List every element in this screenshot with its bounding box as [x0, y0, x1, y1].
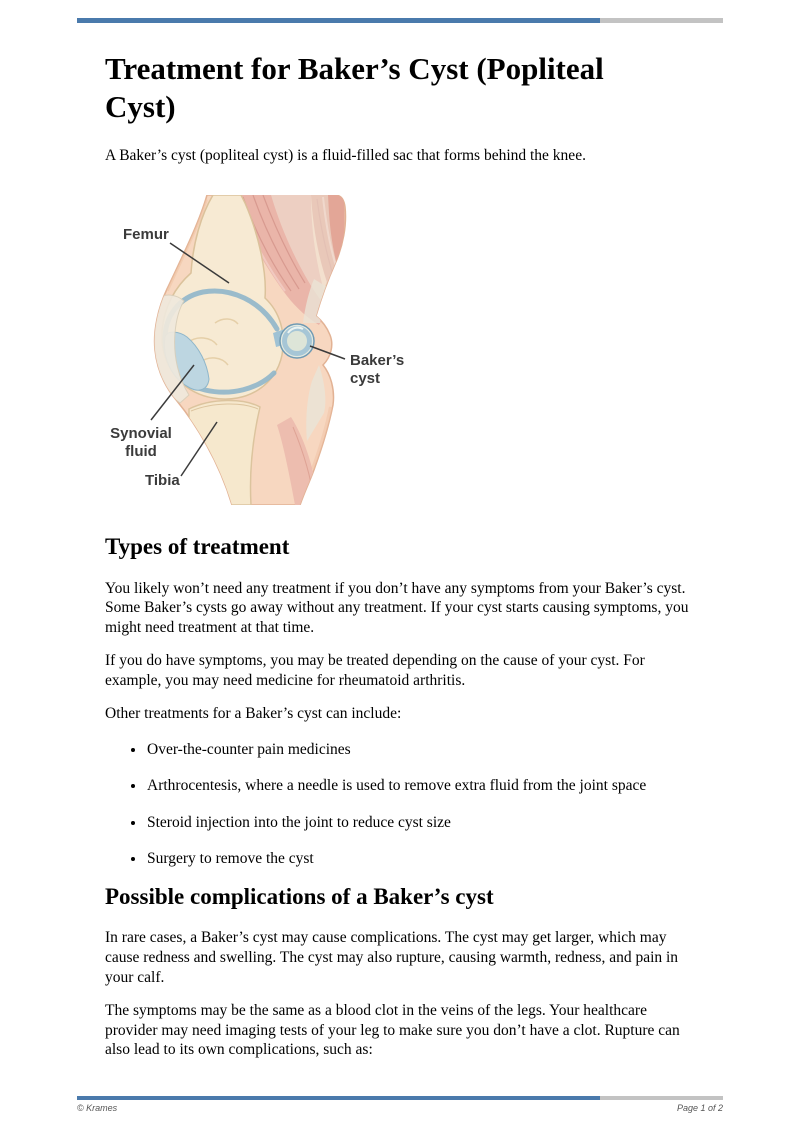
list-item: • Surgery to remove the cyst	[146, 849, 697, 869]
list-item: • Arthrocentesis, where a needle is used to remove extra fluid from the joint space	[146, 776, 697, 796]
paragraph: In rare cases, a Baker’s cyst may cause complications. The cyst may get larger, which may cause redness and swelling. The cyst may also rupture, causing warmth, redness, and pain in your calf.	[105, 929, 679, 986]
intro-paragraph: A Baker’s cyst (popliteal cyst) is a fluid-filled sac that forms behind the knee.	[105, 146, 586, 164]
bakers-cyst-label-line1: Baker’s	[350, 352, 405, 370]
synovial-fluid-label-line1: Synovial	[110, 425, 172, 443]
document-content	[105, 0, 697, 1060]
footer-rule-gray-segment	[600, 1096, 723, 1100]
paragraph: You likely won’t need any treatment if you don’t have any symptoms from your Baker’s cyst. Some Baker’s cysts go away without any treatment. If your cyst starts causing symptoms, you might need treatment at that time.	[105, 579, 689, 636]
section-heading-types-of-treatment: Types of treatment	[105, 534, 290, 560]
paragraph: The symptoms may be the same as a blood clot in the veins of the legs. Your healthcare provider may need imaging tests of your leg to make sure you don’t have a clot. Rupture can also lead to its own complications, such as:	[105, 1002, 680, 1059]
treatment-options-list	[105, 740, 697, 869]
page-title: Treatment for Baker’s Cyst (Popliteal Cyst)	[105, 51, 604, 124]
list-item: • Over-the-counter pain medicines	[146, 740, 697, 760]
knee-illustration-svg	[95, 195, 435, 505]
knee-anatomy-illustration	[95, 195, 435, 505]
tibia-label: Tibia	[145, 472, 180, 490]
list-intro-paragraph: Other treatments for a Baker’s cyst can include:	[105, 705, 402, 723]
list-item: • Steroid injection into the joint to reduce cyst size	[146, 813, 697, 833]
footer-rule-blue-segment	[77, 1096, 600, 1100]
bakers-cyst-label-line2: cyst	[350, 370, 381, 388]
page-footer	[77, 1096, 723, 1113]
femur-label: Femur	[123, 226, 169, 244]
copyright-text: © Krames	[77, 1103, 118, 1113]
synovial-fluid-label-line2: fluid	[125, 443, 157, 461]
tibia-bone	[189, 401, 260, 506]
page-number: Page 1 of 2	[676, 1103, 723, 1113]
footer-rule	[77, 1096, 723, 1100]
paragraph: If you do have symptoms, you may be treated depending on the cause of your cyst. For example, you may need medicine for rheumatoid arthritis.	[105, 652, 645, 689]
section-heading-possible-complications: Possible complications of a Baker’s cyst	[105, 883, 494, 909]
